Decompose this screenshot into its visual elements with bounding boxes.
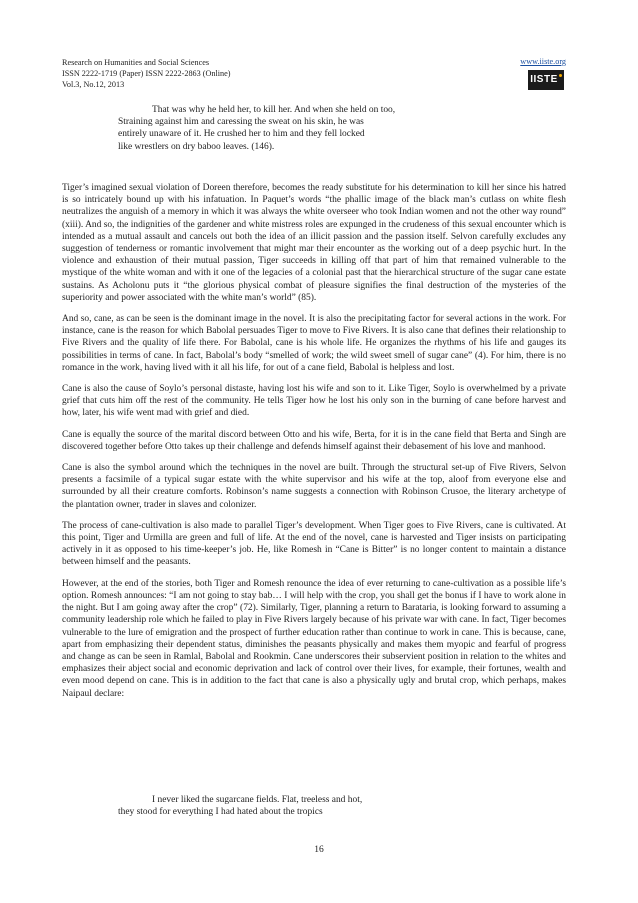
journal-url-link[interactable]: www.iiste.org	[520, 57, 566, 66]
paragraph: Tiger’s imagined sexual violation of Doreen therefore, becomes the ready substitute for his determination to kill her since his hatred is so intricately bound up with his infatuation. In Paquet’s words “the phallic image of the black man’s cutlass on white flesh neutralizes the anguish of a memory in which it was always the white overseer who took Indian women and not the other way round” (xiii). And so, the indignities of the gardener and white mistress roles are expunged in the crudeness of this sexual encounter which is intended as a mutual assault and cancels out both the idea of an illicit passion and the passion itself. Selvon carefully excludes any suggestion of tenderness or romantic involvement that might mar their encounter as the working out of a deep psychic hurt. In the violence and exhaustion of their mutual passion, Tiger succeeds in killing off that part of him that remained vulnerable to the mystique of the white woman and with it one of the legacies of a colonial past that the hierarchical structure of the sugar cane estate sustains. As Acholonu puts it “the glorious physical combat of pleasure signifies the final destruction of the mysteries of the superiority and power associated with the white man’s world” (85).	[62, 183, 566, 303]
paragraph: Cane is also the cause of Soylo’s personal distaste, having lost his wife and son to it. Like Tiger, Soylo is overwhelmed by a private grief that cuts him off the rest of the community. He tells Tiger how he lost his only son in the burning of cane before harvest and how, later, his wife went mad with grief and died.	[62, 384, 566, 419]
logo-text: IISTE	[530, 74, 558, 85]
paragraph: And so, cane, as can be seen is the dominant image in the novel. It is also the precipitating factor for several actions in the work. For instance, cane is the reason for which Babolal persuades Tiger to move to Five Rivers. It is also cane that defines their relationship to Five Rivers and the quality of life there. For Babolal, cane is his whole life. He organizes the rhythms of his life and gauges its possibilities in terms of cane. In fact, Babolal’s body “smelled of work; the wild sweet smell of sugar cane” (4). For him, there is no romance in the work, having lived with it all his life, for out of a cane field, Babolal is helpless and lost.	[62, 314, 566, 373]
logo-dot-icon	[559, 74, 562, 77]
journal-title: Research on Humanities and Social Sciences	[62, 58, 210, 67]
block-quote	[118, 104, 448, 153]
quote-line: like wrestlers on dry baboo leaves. (146).	[118, 141, 275, 152]
paragraph: The process of cane-cultivation is also made to parallel Tiger’s development. When Tiger goes to Five Rivers, cane is cultivated. At this point, Tiger and Urmilla are green and full of life. At the end of the novel, cane is harvested and Tiger insists on participating actively in it as opposed to his time-keeper’s job. He, like Romesh in “Cane is Bitter” is no longer content to maintain a distance between himself and the peasants.	[62, 520, 566, 568]
quote-line: Straining against him and caressing the sweat on his skin, he was	[118, 117, 364, 128]
paragraph: However, at the end of the stories, both Tiger and Romesh renounce the idea of ever returning to cane-cultivation as a possible life’s option. Romesh announces: “I am not going to stay bab… I will help with the crop, you shall get the bonus if I have to work alone in the night. But I am going away after the crop” (72). Similarly, Tiger, planning a return to Barataria, is looking forward to assuming a community leadership role which he failed to play in Five Rivers largely because of his private war with cane. In fact, Tiger becomes vulnerable to the lure of emigration and the prospect of further education rather than continue to work in cane. This is because, cane, apart from emphasizing their dependent status, diminishes the peasants physically and makes them myopic and fearful of progress and change as can be seen in Ramlal, Babolal and Rookmin. Cane underscores their subservient position in relation to the whites and emphasizes their abject social and economic deprivation and lack of control over their lives, for example, their fortunes, wealth and even mood depend on cane. This is in addition to the fact that cane is also a physically ugly and brutal crop, which perhaps, makes Naipaul declare:	[62, 578, 566, 699]
quote-line: That was why he held her, to kill her. And when she held on too,	[152, 105, 396, 115]
volume-line: Vol.3, No.12, 2013	[62, 80, 125, 89]
quote-line: entirely unaware of it. He crushed her to him and they fell locked	[118, 129, 365, 140]
body-text	[62, 182, 566, 709]
iiste-logo	[528, 70, 564, 90]
paragraph: Cane is equally the source of the marital discord between Otto and his wife, Berta, for it is in the cane field that Berta and Singh are discovered together before Otto takes up their challenge and defends himself against their debasement of his love and manhood.	[62, 429, 566, 452]
closing-quote-line: I never liked the sugarcane fields. Flat, treeless and hot,	[152, 795, 363, 805]
issn-line: ISSN 2222-1719 (Paper) ISSN 2222-2863 (Online)	[62, 69, 231, 78]
closing-quote-line: they stood for everything I had hated about the tropics	[118, 807, 323, 817]
paragraph: Cane is also the symbol around which the techniques in the novel are built. Through the structural set-up of Five Rivers, Selvon presents a facsimile of a typical sugar estate with the white supervisor and his wife at the top, aloof from everyone else and surrounded by all their creature comforts. Robinson’s name suggests a connection with Robinson Crusoe, the literary archetype of the plantation owner, trader in slaves and colonizer.	[62, 463, 566, 510]
page-number: 16	[314, 845, 324, 855]
